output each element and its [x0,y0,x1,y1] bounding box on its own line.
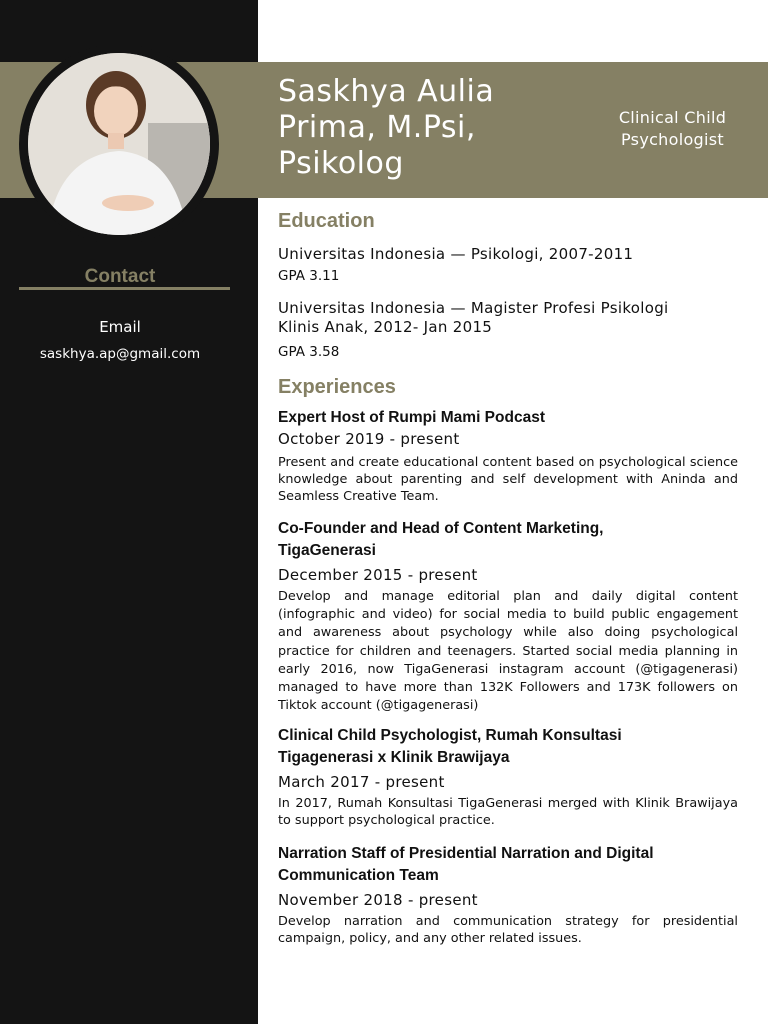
experience-item [278,407,738,505]
portrait-image [28,53,210,235]
contact-heading: Contact [84,266,156,287]
experience-item [278,518,738,715]
education-line: Universitas Indonesia — Magister Profesi Psikologi Klinis Anak, 2012- Jan 2015 [278,299,669,336]
experiences-heading: Experiences [278,376,396,398]
education-gpa: GPA 3.58 [278,344,340,360]
job-date: December 2015 - present [278,566,478,584]
contact-divider [19,287,230,290]
job-description: Develop and manage editorial plan and daily digital content (infographic and video) for social media to build public engagement and awareness about psychology while also doing psychological practice for children and teenagers. Started social media planning in early 2016, now TigaGenerasi instagram account (@tigagenerasi) managed to have more than 132K Followers and 173K followers on Tiktok account (@tigagenerasi) [278,589,738,714]
education-gpa: GPA 3.11 [278,268,340,284]
job-date: November 2018 - present [278,891,478,910]
job-description: Develop narration and communication strategy for presidential campaign, policy, and any other related issues. [278,914,738,947]
education-item [278,245,738,285]
job-date: October 2019 - present [278,430,460,448]
email-label: Email [99,318,141,336]
candidate-role: Clinical Child Psychologist [618,108,727,149]
profile-photo [28,53,210,235]
job-title: Co-Founder and Head of Content Marketing, TigaGenerasi [278,520,604,559]
candidate-name: Saskhya Aulia Prima, M.Psi, Psikolog [278,74,495,181]
job-description: Present and create educational content based on psychological science knowledge about parenting and self development with Aninda and Seamless Creative Team. [278,455,738,504]
job-title: Expert Host of Rumpi Mami Podcast [278,409,545,426]
experience-item [278,843,738,947]
education-line: Universitas Indonesia — Psikologi, 2007-2011 [278,245,634,263]
job-title: Clinical Child Psychologist, Rumah Konsultasi Tigagenerasi x Klinik Brawijaya [278,727,622,767]
profile-photo-frame [19,44,219,244]
job-date: March 2017 - present [278,773,445,792]
education-item [278,299,738,361]
main-content [278,210,738,947]
job-description: In 2017, Rumah Konsultasi TigaGenerasi merged with Klinik Brawijaya to support psychological practice. [278,796,738,829]
experience-item [278,725,738,829]
email-link[interactable]: saskhya.ap@gmail.com [39,346,201,362]
education-heading: Education [278,210,375,232]
job-title: Narration Staff of Presidential Narration and Digital Communication Team [278,845,654,885]
